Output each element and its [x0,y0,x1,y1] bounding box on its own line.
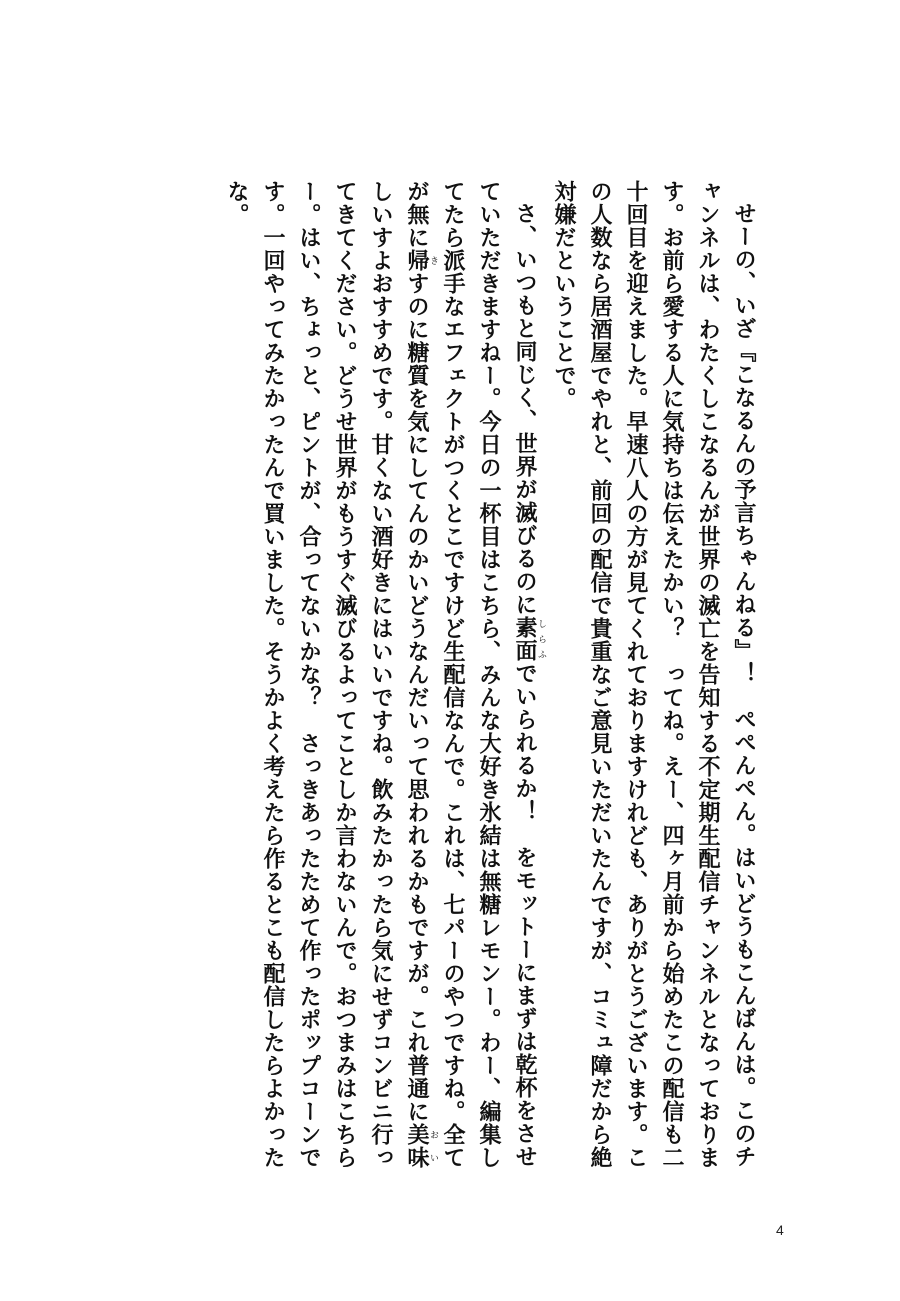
ruby-reading: しらふ [536,616,546,662]
ruby-annotation [404,1123,438,1169]
ruby-annotation [512,616,546,662]
ruby-base: 美味 [404,1123,430,1169]
paragraph [219,180,546,1170]
text-run: すのに糖質を気にしてんのかいどうなんだいって思われるかもですが。これ普通に [404,272,430,1123]
text-run: せーの、いざ『こなるんの予言ちゃんねる』！ ぺぺんぺん。はいどうもこんばんは。このチャンネルは、わたくしこなるんが世界の滅亡を告知する不定期生配信チャンネルとなっております。お前ら愛する人に気持ちは伝えたかい？ ってね。えー、四ヶ月前から始めたこの配信も二十回目を迎えました。早速八人の方が見てくれておりますけれども、ありがとうございます。この人数なら居酒屋でやれと、前回の配信で貴重なご意見いただいたんですが、コミュ障だから絶対嫌だということで。 [551,180,757,1169]
vertical-text-block [219,180,762,1170]
ruby-base: 帰 [404,249,430,272]
ruby-reading: き [428,249,438,272]
ruby-base: 素面 [512,616,538,662]
ruby-reading: おい [428,1123,438,1169]
text-run: しいすよおすすめです。甘くない酒好きにはいいですね。飲みたかったら気にせずコンビニ行ってきてください。どうせ世界がもうすぐ滅びるよってことしか言わないんで。おつまみはこちらー。はい、ちょっと、ピントが、合ってないかな？ さっきあったためて作ったポップコーンです。一回やってみたかったんで買いました。そうかよく考えたら作るとこも配信したらよかったな。 [224,180,394,1169]
text-run: さ、いつもと同じく、世界が滅びるのに [512,202,538,616]
ruby-annotation [404,249,438,272]
paragraph [546,180,762,1170]
page-number: 4 [776,1222,784,1238]
text-run: でいられるか！ をモットーにまずは乾杯をさせていただきますねー。今日の一杯目はこちら、みんな大好き氷結は無糖レモンー。わー、編集してたら派手なエフェクトがつくとこですけど生配信なんで。これは、七パーのやつですね。全てが無に [404,180,538,1169]
